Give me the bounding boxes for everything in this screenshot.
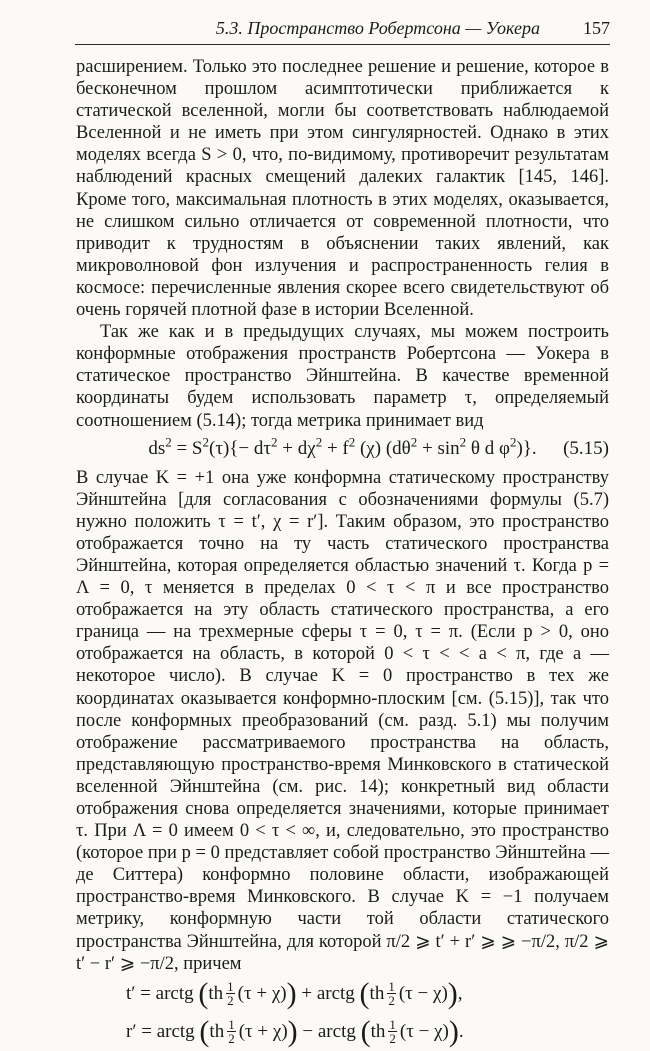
equation-t-prime: t′ = arctg ( th $\frac{1}{2}$ (τ + χ) ) + arctg ( th $\frac{1}{2}$ (τ − χ) ) , [126,976,463,1010]
paragraph-3: В случае K = +1 она уже конформна статическому пространству Эйнштейна [для согласования с обозначениями формулы (5.7) нужно положить τ = t′, χ = r′]. Таким образом, это пространство отображается точно на ту часть статического пространства Эйнштейна, которая определяется областью значений τ. Когда p = Λ = 0, τ меняется в пределах 0 < τ < π и все пространство отображается на эту область статического пространства, а его граница — на трехмерные сферы τ = 0, τ = π. (Если p > 0, оно отображается на область, в которой 0 < τ < < a < π, где a — некоторое число). В случае K = 0 пространство в тех же координатах оказывается конформно-плоским [см. (5.15)], так что после конформных преобразований (см. разд. 5.1) мы получим отображение рассматриваемого пространства на область, представляющую пространство-время Минковского в статической вселенной Эйнштейна (см. рис. 14); конкретный вид области отображения снова определяется значениями, которые принимает τ. При Λ = 0 имеем 0 < τ < ∞, и, следовательно, это пространство (которое при p = 0 представляет собой пространство Эйнштейна — де Ситтера) конформно половине области, изображающей пространство-время Минковского. В случае K = −1 получаем метрику, конформную части той области статического пространства Эйнштейна, для которой π/2 ⩾ t′ + r′ ⩾ ⩾ −π/2, π/2 ⩾ t′ − r′ ⩾ −π/2, причем [76,467,609,974]
fraction-half: $\frac{1}{2}$ [388,979,395,1009]
paragraph-2: Так же как и в предыдущих случаях, мы можем построить конформные отображения пространств Робертсона — Уокера в статическое пространство Эйнштейна. В качестве временной координаты будем использовать параметр τ, определяемый соотношением (5.14); тогда метрика принимает вид [76,322,609,431]
equation-number: (5.15) [563,437,609,459]
fraction-half: $\frac{1}{2}$ [389,1017,396,1047]
equation-5-15 [76,434,609,464]
paragraph-1: расширением. Только это последнее решение и решение, которое в бесконечном прошлом асимптотически приближается к статической вселенной, могли бы соответствовать наблюдаемой Вселенной и не иметь при этом сингулярностей. Однако в этих моделях всегда S > 0, что, по-видимому, противоречит результатам наблюдений красных смещений далеких галактик [145, 146]. Кроме того, максимальная плотность в этих моделях, оказывается, не слишком сильно отличается от современной плотности, что приводит к трудностям в объяснении таких явлений, как микроволновой фон излучения и распространенность гелия в космосе: перечисленные явления скорее всего свидетельствуют об очень горячей плотной фазе в истории Вселенной. [76,57,609,321]
running-header [75,18,610,45]
text-body [76,56,609,1051]
eq-rhs: = $S^2(\tau)\{- d\tau^2 + d\chi^2 + f^2$ (χ) ($d\theta^2 + \sin^2 \theta$ d $\varphi^2$)}. [176,434,537,459]
eq-lhs: $ds^2$ [148,434,172,459]
page-number: 157 [583,18,610,38]
section-title: 5.3. Пространство Робертсона — Уокера [215,18,540,38]
equation-r-prime: r′ = arctg ( th $\frac{1}{2}$ (τ + χ) ) − arctg ( th $\frac{1}{2}$ (τ − χ) ) . [126,1014,464,1048]
fraction-half: $\frac{1}{2}$ [228,1017,235,1047]
fraction-half: $\frac{1}{2}$ [227,979,234,1009]
